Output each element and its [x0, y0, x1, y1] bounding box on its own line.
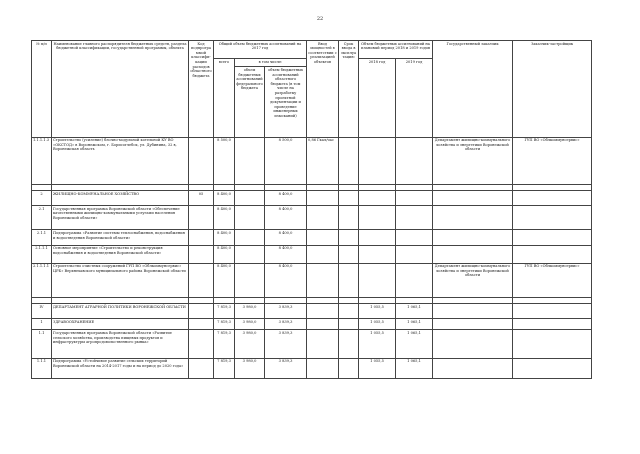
- header-num: № п/п: [32, 41, 52, 138]
- row-code: [189, 206, 214, 230]
- row-capacity: [307, 190, 339, 205]
- row-federal: 3 980,0: [235, 304, 265, 319]
- row-name: Подпрограмма «Развитие системы теплоснабжения, водоснабжения и водоотведения Воронежской области»: [52, 230, 189, 245]
- row-federal: [235, 263, 265, 297]
- header-2018: 2018 год: [359, 59, 396, 137]
- row-customer: Департамент жилищно-коммунального хозяйства и энергетики Воронежской области: [433, 263, 513, 297]
- row-code: [189, 304, 214, 319]
- header-regional: объем бюджетных ассигнований областного бюджета (в том числе на разработку проектной документации и проведение инженерных изысканий): [265, 67, 307, 137]
- row-name: Государственная программа Воронежской области «Обеспечение качественными жилищно-коммунальными услугами населения Воронежской области»: [52, 206, 189, 230]
- row-term: [339, 304, 359, 319]
- row-capacity: 0,86 Гкал/час: [307, 137, 339, 184]
- row-2019: [396, 190, 433, 205]
- row-capacity: [307, 330, 339, 358]
- header-all: всего: [214, 59, 235, 137]
- row-term: [339, 245, 359, 263]
- row-regional: 8 400,0: [265, 230, 307, 245]
- row-federal: 3 980,0: [235, 319, 265, 330]
- row-developer: [513, 304, 592, 319]
- row-developer: [513, 319, 592, 330]
- row-num: IV: [32, 304, 52, 319]
- row-customer: [433, 319, 513, 330]
- row-2018: [359, 230, 396, 245]
- row-all: 7 819,3: [214, 358, 235, 378]
- row-regional: 3 839,3: [265, 319, 307, 330]
- row-developer: [513, 190, 592, 205]
- row-num: 2.1: [32, 206, 52, 230]
- row-all: 7 819,3: [214, 330, 235, 358]
- row-federal: [235, 206, 265, 230]
- header-developer: Заказчик-застройщик: [513, 41, 592, 138]
- row-term: [339, 319, 359, 330]
- row-term: [339, 137, 359, 184]
- row-2019: 1 065,1: [396, 330, 433, 358]
- table-row: [32, 304, 592, 319]
- row-capacity: [307, 206, 339, 230]
- row-developer: [513, 358, 592, 378]
- header-term: Срок ввода в эксплуатацию: [339, 41, 359, 138]
- row-regional: 3 839,3: [265, 358, 307, 378]
- row-code: [189, 230, 214, 245]
- row-term: [339, 263, 359, 297]
- row-code: [189, 263, 214, 297]
- row-2019: 1 065,1: [396, 304, 433, 319]
- row-2019: 1 065,1: [396, 358, 433, 378]
- row-2019: 1 065,1: [396, 319, 433, 330]
- header-total-2017: Общий объем бюджетных ассигнований на 2017 год: [214, 41, 307, 59]
- row-developer: [513, 230, 592, 245]
- table-row: [32, 206, 592, 230]
- row-capacity: [307, 263, 339, 297]
- row-2019: [396, 245, 433, 263]
- row-term: [339, 330, 359, 358]
- row-num: 2.1.1.1.1: [32, 263, 52, 297]
- row-developer: ГУП ВО «Облкоммунсервис»: [513, 263, 592, 297]
- row-regional: 8 400,0: [265, 206, 307, 230]
- header-customer: Государственный заказчик: [433, 41, 513, 138]
- row-all: 8 400,0: [214, 230, 235, 245]
- row-name: ЖИЛИЩНО-КОММУНАЛЬНОЕ ХОЗЯЙСТВО: [52, 190, 189, 205]
- row-2018: [359, 245, 396, 263]
- table-row: [32, 263, 592, 297]
- row-federal: 3 980,0: [235, 358, 265, 378]
- row-federal: [235, 190, 265, 205]
- header-incl: в том числе:: [235, 59, 307, 67]
- row-num: 1.1: [32, 330, 52, 358]
- row-term: [339, 358, 359, 378]
- table-row: [32, 137, 592, 184]
- row-num: 2.1.1.1: [32, 245, 52, 263]
- row-developer: ГУП ВО «Облкоммунсервис»: [513, 137, 592, 184]
- row-developer: [513, 330, 592, 358]
- row-customer: [433, 304, 513, 319]
- table-row: [32, 230, 592, 245]
- row-num: 2: [32, 190, 52, 205]
- row-regional: 8 400,0: [265, 263, 307, 297]
- row-term: [339, 190, 359, 205]
- row-name: Основное мероприятие «Строительство и реконструкция водоснабжения и водоотведения Воронежской области»: [52, 245, 189, 263]
- row-code: [189, 319, 214, 330]
- table-row: [32, 330, 592, 358]
- row-num: 2.1.1: [32, 230, 52, 245]
- page-number: 22: [316, 16, 324, 22]
- row-2018: 1 055,5: [359, 330, 396, 358]
- row-num: 1.1.1.1.3: [32, 137, 52, 184]
- row-federal: [235, 230, 265, 245]
- row-2019: [396, 230, 433, 245]
- header-2019: 2019 год: [396, 59, 433, 137]
- row-2018: [359, 190, 396, 205]
- table-row: [32, 190, 592, 205]
- row-regional: 3 839,3: [265, 330, 307, 358]
- row-2019: [396, 263, 433, 297]
- table-row: [32, 319, 592, 330]
- table-row: [32, 358, 592, 378]
- row-regional: 8 400,0: [265, 245, 307, 263]
- row-term: [339, 230, 359, 245]
- row-all: 7 819,3: [214, 319, 235, 330]
- row-2018: 1 055,5: [359, 319, 396, 330]
- row-2019: [396, 206, 433, 230]
- row-all: 8 400,0: [214, 190, 235, 205]
- row-code: [189, 137, 214, 184]
- row-name: ЗДРАВООХРАНЕНИЕ: [52, 319, 189, 330]
- row-regional: 8 500,0: [265, 137, 307, 184]
- row-customer: [433, 190, 513, 205]
- row-customer: [433, 206, 513, 230]
- row-regional: 8 400,0: [265, 190, 307, 205]
- row-name: Государственная программа Воронежской области «Развитие сельского хозяйства, производства пищевых продуктов и инфраструктуры агропродовольственного рынка»: [52, 330, 189, 358]
- row-capacity: [307, 230, 339, 245]
- row-code: [189, 358, 214, 378]
- row-2018: [359, 137, 396, 184]
- row-customer: [433, 358, 513, 378]
- row-capacity: [307, 319, 339, 330]
- row-customer: [433, 330, 513, 358]
- row-capacity: [307, 245, 339, 263]
- row-customer: [433, 230, 513, 245]
- table-row: [32, 245, 592, 263]
- row-all: 7 819,3: [214, 304, 235, 319]
- row-name: Подпрограмма «Устойчивое развитие сельских территорий Воронежской области на 2014-2017 годы и на период до 2020 года»: [52, 358, 189, 378]
- row-capacity: [307, 358, 339, 378]
- row-capacity: [307, 304, 339, 319]
- row-developer: [513, 206, 592, 230]
- row-name: ДЕПАРТАМЕНТ АГРАРНОЙ ПОЛИТИКИ ВОРОНЕЖСКОЙ ОБЛАСТИ: [52, 304, 189, 319]
- row-2018: 1 055,5: [359, 358, 396, 378]
- row-federal: [235, 137, 265, 184]
- row-federal: [235, 245, 265, 263]
- row-name: Строительство очистных сооружений ГУП ВО «Облкоммунсервис» ЦРБ» Верхнехавского муниципального района Воронежской области: [52, 263, 189, 297]
- row-2018: [359, 206, 396, 230]
- header-name: Наименование главного распорядителя бюджетных средств, раздела бюджетной классификации, государственной программы, объекта: [52, 41, 189, 138]
- row-federal: 3 980,0: [235, 330, 265, 358]
- row-developer: [513, 245, 592, 263]
- row-name: Строительство (усиление) блочно-модульной котельной КУ ВО «ОКСТОД» в Воронежском, г. Борисоглебск, ул. Дубинина, 32 в, Воронежская область: [52, 137, 189, 184]
- row-all: 8 400,0: [214, 245, 235, 263]
- row-code: [189, 245, 214, 263]
- row-code: [189, 330, 214, 358]
- header-federal: объем бюджетных ассигнований федерального бюджета: [235, 67, 265, 137]
- row-customer: [433, 245, 513, 263]
- row-all: 8 500,0: [214, 137, 235, 184]
- row-customer: Департамент жилищно-коммунального хозяйства и энергетики Воронежской области: [433, 137, 513, 184]
- capital-investment-table: [31, 40, 592, 379]
- row-2018: 1 055,5: [359, 304, 396, 319]
- row-num: 1.1.1: [32, 358, 52, 378]
- row-term: [339, 206, 359, 230]
- row-code: 05: [189, 190, 214, 205]
- row-all: 8 400,0: [214, 263, 235, 297]
- row-regional: 3 839,3: [265, 304, 307, 319]
- row-2018: [359, 263, 396, 297]
- row-2019: [396, 137, 433, 184]
- header-code: Код подпрограммой классификации расходов областного бюджета: [189, 41, 214, 138]
- header-capacity: Ввод мощностей в соответствии с реализацией объектов: [307, 41, 339, 138]
- header-plan: Объем бюджетных ассигнований на плановый период 2018 и 2019 годов: [359, 41, 433, 59]
- row-num: 1: [32, 319, 52, 330]
- row-all: 8 400,0: [214, 206, 235, 230]
